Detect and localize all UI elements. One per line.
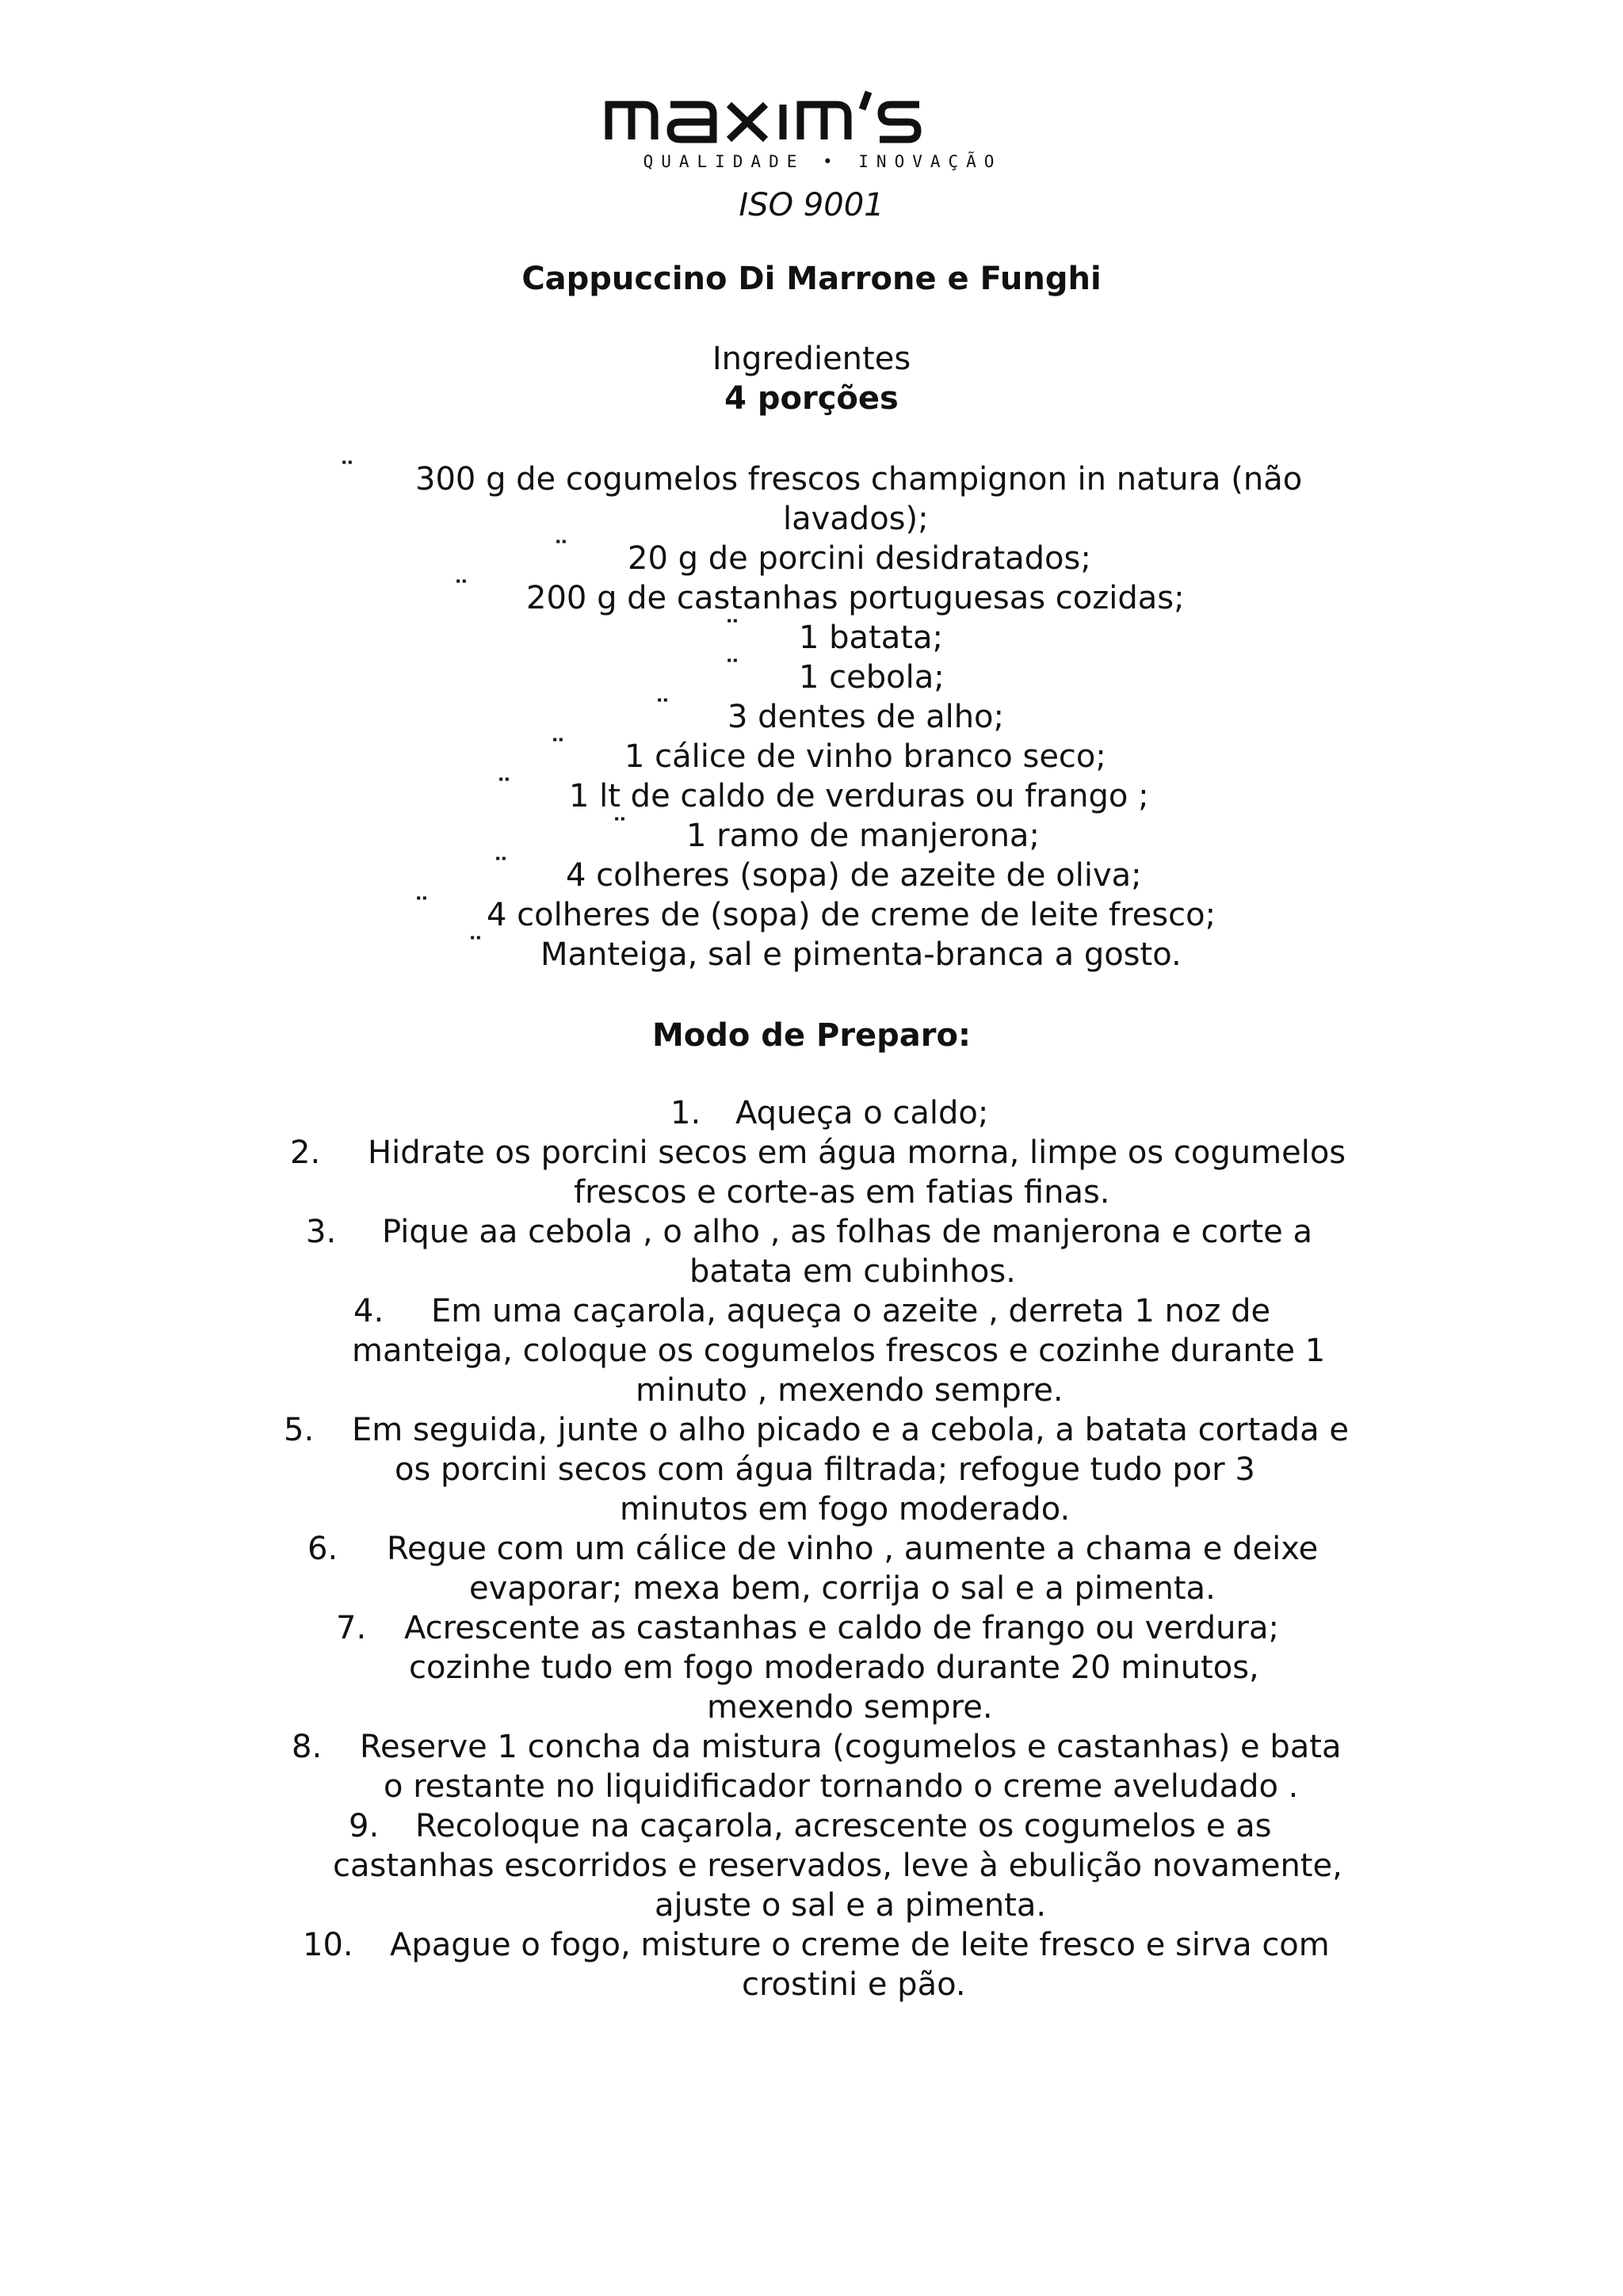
step-text-continuation: minuto , mexendo sempre. [636,1372,1064,1409]
step-text: Em seguida, junte o alho picado e a cebola, a batata cortada e [352,1412,1349,1448]
ingredient-item: Manteiga, sal e pimenta-branca a gosto. [540,936,1182,973]
step-text-continuation: frescos e corte-as em fatias finas. [574,1174,1110,1211]
ingredient-item: 300 g de cogumelos frescos champignon in natura (não [415,461,1303,498]
step-text-continuation: ajuste o sal e a pimenta. [655,1887,1047,1924]
step-number: 8. [292,1729,323,1765]
step-text: Reserve 1 concha da mistura (cogumelos e castanhas) e bata [360,1729,1342,1765]
step-number: 1. [670,1095,701,1131]
step-text-continuation: minutos em fogo moderado. [620,1491,1071,1527]
logo-tagline: QUALIDADE • INOVAÇÃO [643,152,1002,171]
ingredient-item: 1 cebola; [799,659,945,696]
ingredient-item-continuation: lavados); [783,501,929,537]
list-bullet: ¨ [496,773,512,810]
step-text-continuation: batata em cubinhos. [689,1253,1016,1290]
step-text: Recoloque na caçarola, acrescente os cogumelos e as [415,1808,1272,1844]
step-text-continuation: o restante no liquidificador tornando o creme aveludado . [384,1768,1299,1805]
maxims-logo-graphic [602,86,1030,173]
portions-label: 4 porções [724,380,899,417]
step-text: Regue com um cálice de vinho , aumente a chama e deixe [387,1531,1319,1567]
ingredient-item: 1 cálice de vinho branco seco; [624,738,1106,775]
step-number: 4. [353,1293,384,1329]
ingredient-item: 4 colheres (sopa) de azeite de oliva; [566,857,1142,894]
list-bullet: ¨ [468,932,483,968]
list-bullet: ¨ [493,852,509,889]
step-text-continuation: manteiga, coloque os cogumelos frescos e cozinhe durante 1 [352,1333,1326,1369]
step-text: Acrescente as castanhas e caldo de frango ou verdura; [404,1610,1279,1646]
recipe-title: Cappuccino Di Marrone e Funghi [521,261,1102,297]
step-text: Hidrate os porcini secos em água morna, limpe os cogumelos [368,1135,1346,1171]
list-bullet: ¨ [612,813,628,849]
step-number: 2. [290,1135,321,1171]
iso-certification: ISO 9001 [739,187,884,223]
list-bullet: ¨ [553,536,569,572]
preparation-title: Modo de Preparo: [651,1017,971,1054]
ingredient-item: 200 g de castanhas portuguesas cozidas; [526,580,1185,616]
ingredient-item: 3 dentes de alho; [727,699,1005,735]
list-bullet: ¨ [550,734,566,770]
ingredient-item: 1 lt de caldo de verduras ou frango ; [569,778,1149,814]
list-bullet: ¨ [724,654,740,691]
list-bullet: ¨ [655,694,670,730]
step-text: Pique aa cebola , o alho , as folhas de manjerona e corte a [382,1214,1312,1250]
list-bullet: ¨ [724,615,740,651]
ingredient-item: 1 batata; [799,620,943,656]
step-text-continuation: cozinhe tudo em fogo moderado durante 20 minutos, [409,1650,1259,1686]
step-number: 5. [284,1412,315,1448]
ingredients-label: Ingredientes [712,341,911,377]
step-text-continuation: castanhas escorridos e reservados, leve à ebulição novamente, [333,1848,1342,1884]
step-number: 6. [307,1531,338,1567]
step-number: 10. [303,1927,353,1963]
step-text-continuation: mexendo sempre. [707,1689,993,1726]
step-text-continuation: crostini e pão. [742,1966,966,2003]
step-text-continuation: evaporar; mexa bem, corrija o sal e a pimenta. [469,1570,1216,1607]
step-number: 9. [349,1808,380,1844]
maxims-logo [602,86,1030,173]
step-number: 7. [336,1610,367,1646]
step-text-continuation: os porcini secos com água filtrada; refogue tudo por 3 [395,1451,1255,1488]
step-text: Em uma caçarola, aqueça o azeite , derreta 1 noz de [431,1293,1271,1329]
step-text: Apague o fogo, misture o creme de leite fresco e sirva com [390,1927,1330,1963]
list-bullet: ¨ [453,575,469,612]
ingredient-item: 20 g de porcini desidratados; [628,540,1091,577]
step-number: 3. [306,1214,337,1250]
list-bullet: ¨ [339,456,355,493]
step-text: Aqueça o caldo; [735,1095,989,1131]
ingredient-item: 4 colheres de (sopa) de creme de leite fresco; [487,897,1216,933]
ingredient-item: 1 ramo de manjerona; [686,818,1040,854]
list-bullet: ¨ [414,892,430,929]
